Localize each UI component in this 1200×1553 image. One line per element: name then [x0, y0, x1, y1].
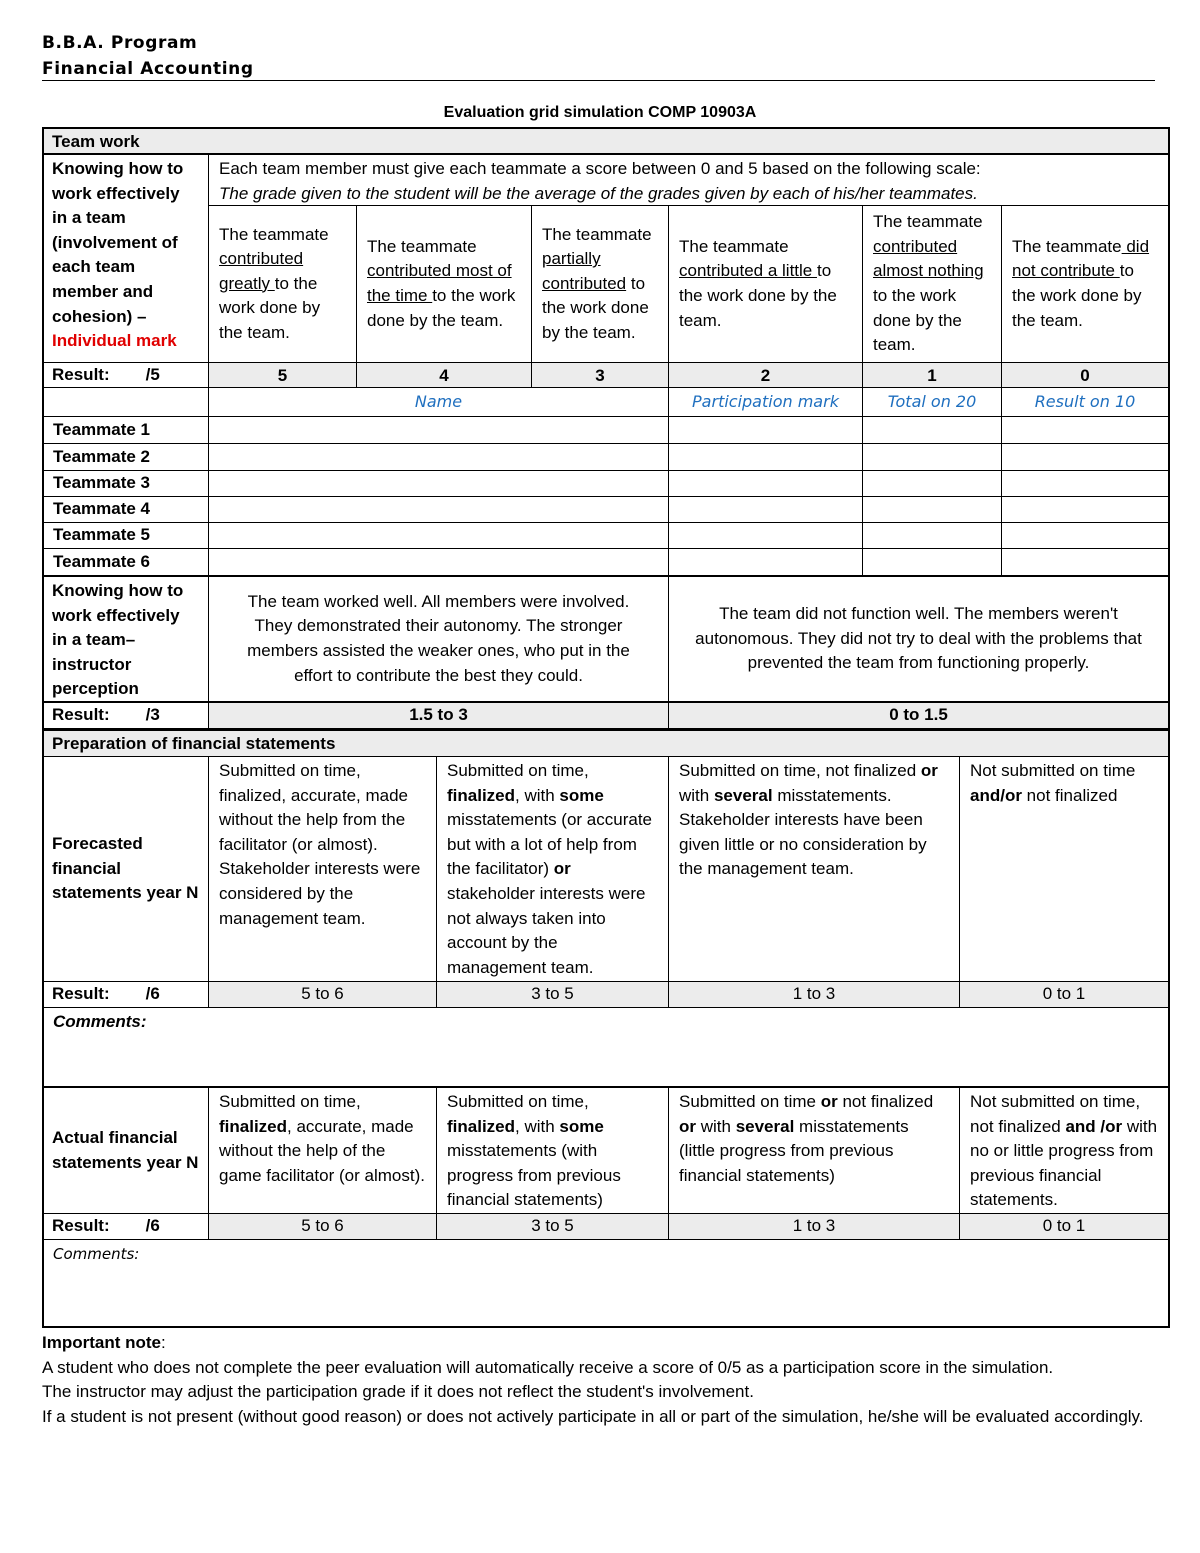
forecast-criteria-5to6: Submitted on time, finalized, accurate, made without the help from the facilitator (or almost). Stakeholder interests were considered by the management team. [208, 756, 437, 982]
program-name: B.B.A. Program [42, 33, 198, 53]
participation-mark-cell[interactable] [668, 443, 863, 471]
score-5: 5 [208, 362, 357, 388]
note-line: If a student is not present (without good reason) or does not actively participate in all or part of the simulation, he/she will be evaluated accordingly. [42, 1406, 1144, 1426]
column-header-total: Total on 20 [862, 387, 1002, 417]
actual-range: 0 to 1 [959, 1213, 1169, 1240]
actual-row-label: Actual financial statements year N [42, 1086, 209, 1214]
scale-2-pre: The teammate [679, 236, 789, 256]
forecast-range: 1 to 3 [668, 981, 960, 1008]
scale-2-post: to the work done by the team. [679, 261, 837, 330]
participation-mark-cell[interactable] [668, 522, 863, 549]
perception-range-good: 1.5 to 3 [208, 701, 669, 729]
note-line: A student who does not complete the peer evaluation will automatically receive a score of 0/5 as a participation score in the simulation. [42, 1357, 1054, 1377]
total-cell[interactable] [862, 522, 1002, 549]
scale-description-0 [1001, 205, 1169, 363]
column-header-result: Result on 10 [1001, 387, 1169, 417]
result-label-perception [42, 701, 209, 729]
result-label-forecast [42, 981, 209, 1008]
teammate-name-cell[interactable] [208, 548, 669, 576]
forecast-range: 0 to 1 [959, 981, 1169, 1008]
actual-range: 1 to 3 [668, 1213, 960, 1240]
total-cell[interactable] [862, 496, 1002, 523]
teammate-name-cell[interactable] [208, 522, 669, 549]
forecast-criteria-3to5: Submitted on time, finalized, with some misstatements (or accurate but with a lot of help from the facilitator) or stakeholder interests were not always taken into account by the management team. [436, 756, 669, 982]
result-cell[interactable] [1001, 470, 1169, 497]
score-4: 4 [356, 362, 532, 388]
course-name: Financial Accounting [42, 59, 254, 79]
column-header-participation: Participation mark [668, 387, 863, 417]
teamwork-row-label [42, 154, 209, 363]
comments-label: Comments: [53, 1012, 147, 1031]
teammate-label: Teammate 3 [42, 470, 209, 497]
scale-4-pre: The teammate [367, 236, 477, 256]
scale-description-2 [668, 205, 863, 363]
scale-description-5 [208, 205, 357, 363]
scale-2-emph: contributed a little [679, 261, 817, 281]
result-label: Result: [52, 984, 110, 1004]
teammate-name-cell[interactable] [208, 470, 669, 497]
participation-mark-cell[interactable] [668, 548, 863, 576]
instruction-text: Each team member must give each teammate a score between 0 and 5 based on the following scale: [219, 159, 981, 178]
section-title-teamwork: Team work [42, 128, 1169, 154]
teammate-name-cell[interactable] [208, 496, 669, 523]
scale-1-pre: The teammate [873, 212, 983, 232]
result-cell[interactable] [1001, 548, 1169, 576]
participation-mark-cell[interactable] [668, 416, 863, 444]
scale-5-pre: The teammate [219, 224, 329, 244]
teammate-label: Teammate 5 [42, 522, 209, 549]
perception-good-description: The team worked well. All members were involved. They demonstrated their autonomy. The stronger members assisted the weaker ones, who put in the effort to contribute the best they could. [208, 575, 669, 702]
result-label: Result: [52, 364, 110, 384]
participation-mark-cell[interactable] [668, 470, 863, 497]
instructor-perception-label: Knowing how to work effectively in a team– instructor perception [42, 575, 209, 702]
actual-range: 3 to 5 [436, 1213, 669, 1240]
actual-criteria-1to3: Submitted on time or not finalized or with several misstatements (little progress from previous financial statements) [668, 1086, 960, 1214]
scale-description-3 [531, 205, 669, 363]
result-cell[interactable] [1001, 416, 1169, 444]
actual-criteria-5to6: Submitted on time, finalized, accurate, made without the help of the game facilitator (or almost). [208, 1086, 437, 1214]
forecast-criteria-0to1: Not submitted on time and/or not finalized [959, 756, 1169, 982]
total-cell[interactable] [862, 548, 1002, 576]
result-max: /6 [145, 984, 160, 1004]
actual-comments[interactable] [42, 1239, 1169, 1327]
result-label-teamwork [42, 362, 209, 388]
actual-criteria-0to1: Not submitted on time, not finalized and /or with no or little progress from previous financial statements. [959, 1086, 1169, 1214]
scale-0-post: to the work done by the team. [1012, 261, 1142, 330]
teammate-label: Teammate 4 [42, 496, 209, 523]
forecast-row-label: Forecasted financial statements year N [42, 756, 209, 982]
scale-0-emph: did not contribute [1012, 236, 1150, 281]
score-2: 2 [668, 362, 863, 388]
note-line: The instructor may adjust the participation grade if it does not reflect the student's involvement. [42, 1382, 754, 1402]
teamwork-label-main: Knowing how to work effectively in a team (involvement of each team member and cohesion) – [52, 159, 184, 326]
instruction-italic: The grade given to the student will be the average of the grades given by each of his/her teammates. [219, 183, 978, 203]
score-1: 1 [862, 362, 1002, 388]
result-max: /3 [145, 705, 160, 725]
score-0: 0 [1001, 362, 1169, 388]
scale-3-emph: partially contributed [542, 249, 627, 293]
scale-4-emph: contributed most of the time [367, 261, 512, 305]
page-title: Evaluation grid simulation COMP 10903A [443, 104, 757, 121]
total-cell[interactable] [862, 416, 1002, 444]
header-divider [42, 80, 1155, 81]
scale-1-emph: contributed almost nothing [873, 236, 984, 281]
result-cell[interactable] [1001, 496, 1169, 523]
scale-3-pre: The teammate [542, 224, 652, 244]
important-note: Important note: A student who does not complete the peer evaluation will automatically receive a score of 0/5 as a participation score in the simulation. The instructor may adjust the participation grade if it does not reflect the student's involvement. If a student is not present (without good reason) or does not actively participate in all or part of the simulation, he/she will be evaluated accordingly. [42, 1331, 1162, 1429]
scale-1-post: to the work done by the team. [873, 286, 962, 355]
result-label-actual [42, 1213, 209, 1240]
scale-description-4 [356, 205, 532, 363]
total-cell[interactable] [862, 443, 1002, 471]
scale-description-1 [862, 205, 1002, 363]
column-header-name: Name [208, 387, 669, 417]
forecast-range: 3 to 5 [436, 981, 669, 1008]
perception-bad-description: The team did not function well. The members weren't autonomous. They did not try to deal with the problems that prevented the team from functioning properly. [668, 575, 1169, 702]
teammate-label: Teammate 1 [42, 416, 209, 444]
total-cell[interactable] [862, 470, 1002, 497]
forecast-comments[interactable] [42, 1007, 1169, 1087]
section-title-statements: Preparation of financial statements [42, 729, 1169, 757]
teammate-label: Teammate 2 [42, 443, 209, 471]
scale-5-emph: contributed greatly [219, 249, 304, 293]
scale-5-post: to the work done by the team. [219, 273, 321, 342]
teammate-label: Teammate 6 [42, 548, 209, 576]
result-cell[interactable] [1001, 522, 1169, 549]
perception-range-bad: 0 to 1.5 [668, 701, 1169, 729]
document-header [42, 30, 254, 82]
scale-0-pre: The teammate [1012, 236, 1122, 256]
teammate-header-blank [42, 387, 209, 417]
forecast-criteria-1to3: Submitted on time, not finalized or with several misstatements. Stakeholder interests have been given little or no consideration by the management team. [668, 756, 960, 982]
comments-label: Comments: [53, 1245, 140, 1263]
scoring-instruction [208, 154, 1169, 206]
result-label: Result: [52, 705, 110, 725]
actual-range: 5 to 6 [208, 1213, 437, 1240]
result-max: /6 [145, 1216, 160, 1236]
scale-3-post: to the work done by the team. [542, 273, 649, 342]
individual-mark-label: Individual mark [52, 331, 177, 351]
participation-mark-cell[interactable] [668, 496, 863, 523]
note-title: Important note [42, 1333, 161, 1352]
score-3: 3 [531, 362, 669, 388]
result-max: /5 [145, 364, 160, 384]
scale-4-post: to the work done by the team. [367, 286, 516, 330]
result-cell[interactable] [1001, 443, 1169, 471]
actual-criteria-3to5: Submitted on time, finalized, with some misstatements (with progress from previous financial statements) [436, 1086, 669, 1214]
forecast-range: 5 to 6 [208, 981, 437, 1008]
teammate-name-cell[interactable] [208, 416, 669, 444]
teammate-name-cell[interactable] [208, 443, 669, 471]
result-label: Result: [52, 1216, 110, 1236]
